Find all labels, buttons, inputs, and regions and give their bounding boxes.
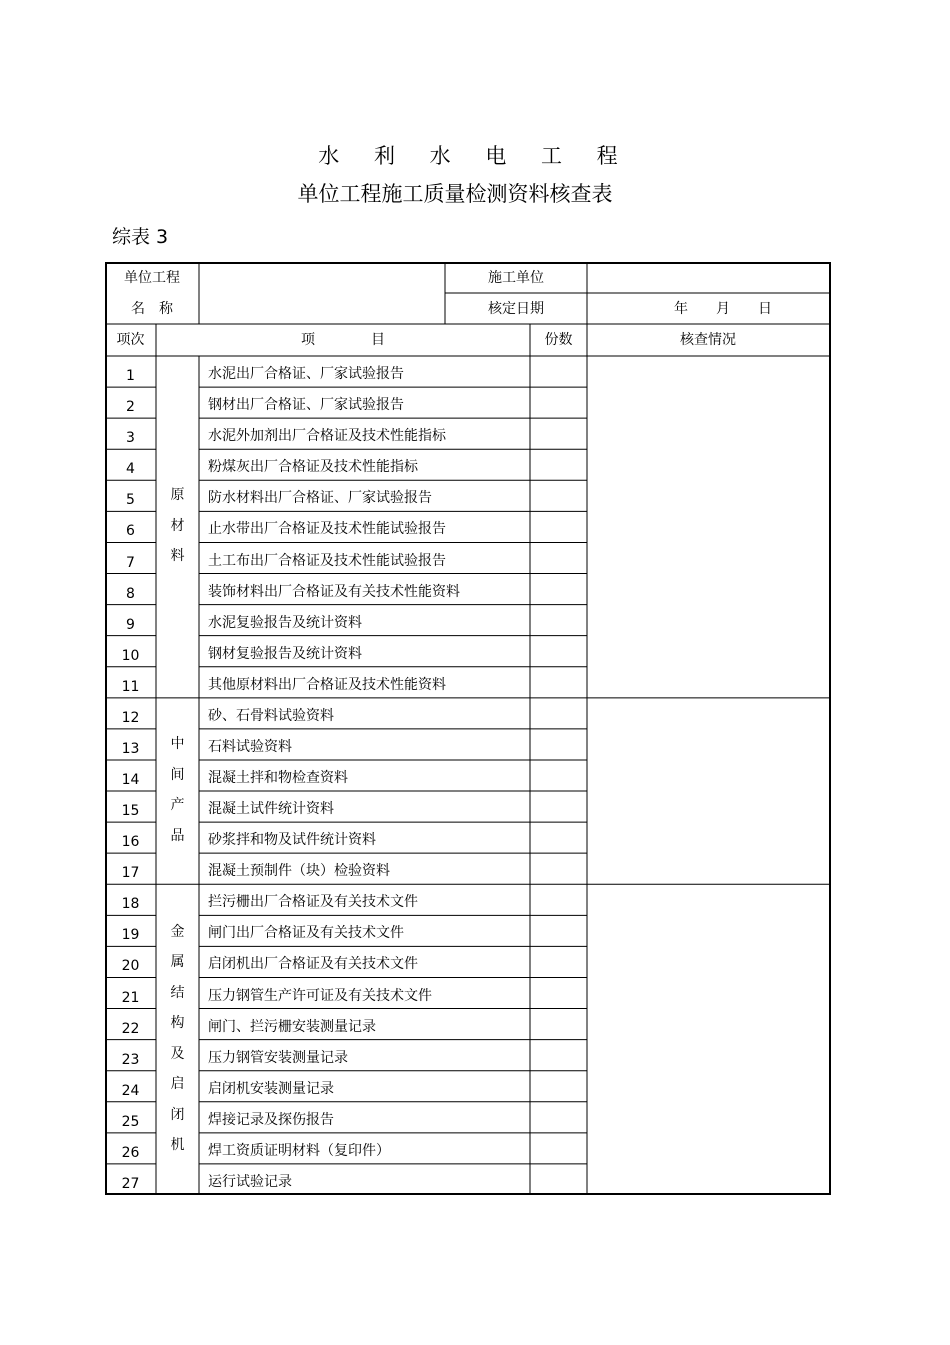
- row-count-cell[interactable]: [530, 542, 587, 573]
- row-number: 2: [126, 399, 135, 416]
- row-count-cell[interactable]: [530, 667, 587, 698]
- row-number: 27: [121, 1176, 140, 1192]
- row-number: 1: [126, 368, 135, 385]
- row-count-cell[interactable]: [530, 1009, 587, 1040]
- row-item: 钢材出厂合格证、厂家试验报告: [208, 397, 404, 414]
- row-item: 混凝土拌和物检查资料: [208, 770, 348, 787]
- row-item: 启闭机出厂合格证及有关技术文件: [208, 956, 418, 973]
- row-count-cell[interactable]: [530, 915, 587, 946]
- row-number: 21: [121, 989, 140, 1006]
- row-count-cell[interactable]: [530, 418, 587, 449]
- row-number: 23: [121, 1051, 140, 1068]
- row-count-cell[interactable]: [530, 884, 587, 915]
- row-count-cell[interactable]: [530, 1102, 587, 1133]
- group-label: 原 材 料: [170, 487, 185, 565]
- group-label: 中 间 产 品: [170, 736, 185, 844]
- verify-date-value[interactable]: 年 月 日: [674, 301, 772, 317]
- row-number: 19: [121, 927, 140, 944]
- row-count-cell[interactable]: [530, 977, 587, 1008]
- group-check-cell[interactable]: [587, 356, 831, 698]
- row-count-cell[interactable]: [530, 760, 587, 791]
- construction-unit-value[interactable]: [587, 264, 829, 292]
- row-number: 10: [121, 647, 140, 664]
- column-header-count: 份数: [544, 332, 573, 348]
- row-number: 16: [121, 834, 140, 851]
- row-count-cell[interactable]: [530, 574, 587, 605]
- row-number: 14: [121, 772, 140, 789]
- row-item: 装饰材料出厂合格证及有关技术性能资料: [208, 583, 460, 600]
- row-count-cell[interactable]: [530, 698, 587, 729]
- row-number: 18: [121, 896, 140, 913]
- row-item: 闸门出厂合格证及有关技术文件: [208, 925, 404, 942]
- row-item: 混凝土试件统计资料: [208, 801, 334, 818]
- row-item: 止水带出厂合格证及技术性能试验报告: [208, 521, 446, 538]
- unit-project-label-line1: 单位工程: [124, 270, 180, 286]
- row-count-cell[interactable]: [530, 1040, 587, 1071]
- row-number: 15: [121, 803, 140, 820]
- row-count-cell[interactable]: [530, 1164, 587, 1195]
- row-number: 13: [121, 740, 140, 757]
- row-count-cell[interactable]: [530, 449, 587, 480]
- row-number: 8: [126, 585, 135, 602]
- group-check-cell[interactable]: [587, 884, 831, 1195]
- construction-unit-label: 施工单位: [488, 270, 544, 286]
- row-number: 12: [121, 709, 140, 726]
- row-count-cell[interactable]: [530, 636, 587, 667]
- group-label: 金 属 结 构 及 启 闭 机: [170, 923, 185, 1154]
- column-header-item: 项 目: [301, 332, 385, 348]
- document-title: 水 利 水 电 工 程: [318, 144, 632, 168]
- row-item: 水泥出厂合格证、厂家试验报告: [208, 366, 404, 383]
- row-item: 粉煤灰出厂合格证及技术性能指标: [208, 459, 418, 476]
- row-number: 3: [126, 430, 135, 447]
- row-item: 钢材复验报告及统计资料: [208, 645, 362, 662]
- unit-project-label-line2: 名 称: [131, 301, 173, 317]
- row-number: 20: [121, 958, 140, 975]
- row-count-cell[interactable]: [530, 605, 587, 636]
- row-number: 26: [121, 1144, 140, 1161]
- row-count-cell[interactable]: [530, 1071, 587, 1102]
- row-item: 焊接记录及探伤报告: [208, 1111, 334, 1128]
- row-count-cell[interactable]: [530, 356, 587, 387]
- row-item: 混凝土预制件（块）检验资料: [208, 863, 390, 880]
- row-number: 9: [126, 616, 135, 633]
- row-item: 启闭机安装测量记录: [208, 1080, 334, 1097]
- row-item: 运行试验记录: [208, 1174, 292, 1190]
- inspection-table: [105, 262, 831, 1195]
- row-count-cell[interactable]: [530, 1133, 587, 1164]
- row-number: 17: [121, 865, 140, 882]
- row-number: 24: [121, 1082, 140, 1099]
- row-count-cell[interactable]: [530, 729, 587, 760]
- row-item: 闸门、拦污栅安装测量记录: [208, 1018, 376, 1035]
- column-header-no: 项次: [116, 332, 145, 348]
- row-item: 石料试验资料: [208, 738, 292, 755]
- row-item: 砂、石骨料试验资料: [208, 707, 334, 724]
- unit-project-value[interactable]: [199, 264, 445, 322]
- verify-date-label: 核定日期: [488, 301, 544, 317]
- row-number: 11: [121, 678, 140, 695]
- form-number: 综表 3: [112, 226, 169, 248]
- row-count-cell[interactable]: [530, 480, 587, 511]
- row-number: 5: [126, 492, 135, 509]
- row-item: 其他原材料出厂合格证及技术性能资料: [208, 676, 446, 693]
- row-number: 22: [121, 1020, 140, 1037]
- row-count-cell[interactable]: [530, 946, 587, 977]
- row-count-cell[interactable]: [530, 511, 587, 542]
- group-check-cell[interactable]: [587, 698, 831, 884]
- row-item: 土工布出厂合格证及技术性能试验报告: [208, 552, 446, 569]
- row-count-cell[interactable]: [530, 387, 587, 418]
- row-number: 7: [126, 554, 135, 571]
- row-item: 拦污栅出厂合格证及有关技术文件: [208, 894, 418, 911]
- document-subtitle: 单位工程施工质量检测资料核查表: [297, 182, 613, 206]
- row-item: 防水材料出厂合格证、厂家试验报告: [208, 490, 432, 507]
- row-count-cell[interactable]: [530, 822, 587, 853]
- row-number: 25: [121, 1113, 140, 1130]
- row-item: 水泥复验报告及统计资料: [208, 614, 362, 631]
- row-item: 压力钢管安装测量记录: [208, 1049, 348, 1066]
- row-item: 水泥外加剂出厂合格证及技术性能指标: [208, 428, 446, 445]
- row-item: 砂浆拌和物及试件统计资料: [208, 832, 376, 849]
- row-count-cell[interactable]: [530, 853, 587, 884]
- row-number: 6: [126, 523, 135, 540]
- row-count-cell[interactable]: [530, 791, 587, 822]
- column-header-check: 核查情况: [680, 332, 736, 348]
- row-number: 4: [126, 461, 135, 478]
- row-item: 压力钢管生产许可证及有关技术文件: [208, 987, 432, 1004]
- row-item: 焊工资质证明材料（复印件）: [208, 1142, 390, 1159]
